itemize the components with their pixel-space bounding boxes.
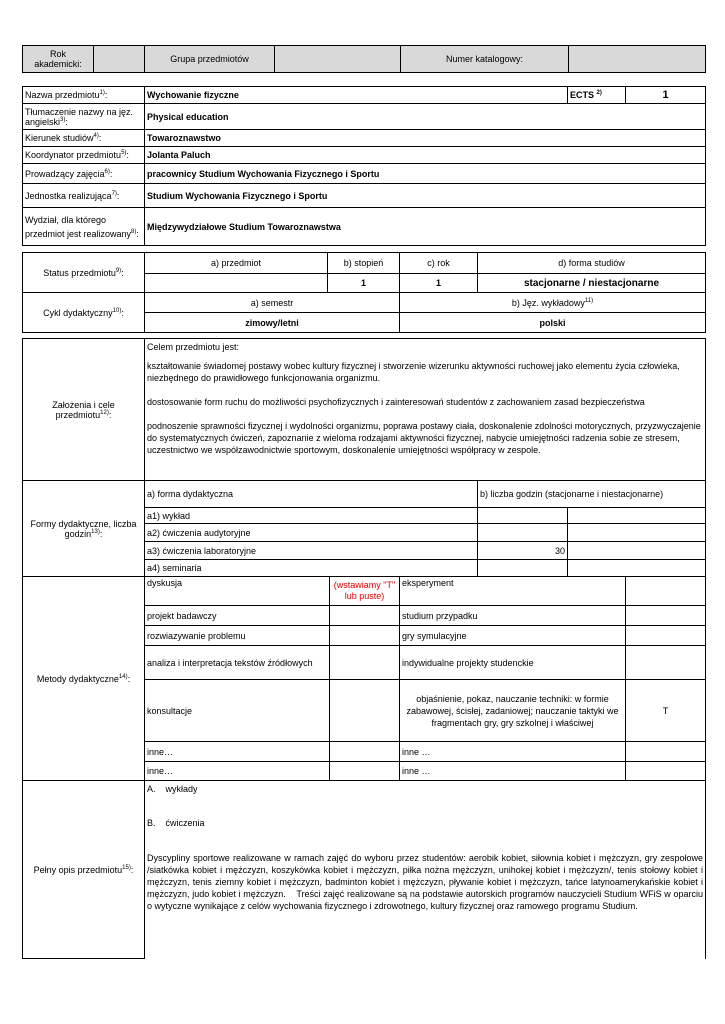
metoda-rozwiazywanie-value[interactable] [330,626,400,646]
forma-laboratoryjne-stac[interactable]: 30 [478,542,568,560]
metoda-konsultacje: konsultacje [145,680,330,742]
metody-table [22,576,706,781]
prowadzacy-value[interactable]: pracownicy Studium Wychowania Fizycznego i Sportu [145,164,706,184]
metoda-analiza-value[interactable] [330,646,400,680]
metoda-objasnienie-value[interactable]: T [626,680,706,742]
cykl-jezyk-value[interactable]: polski [400,313,706,333]
zalozenia-intro: Celem przedmiotu jest: [147,342,240,352]
metody-label: Metody dydaktyczne$^{14)}$: [23,577,145,781]
metoda-eksperyment: eksperyment [400,577,626,606]
metoda-projekty-studenckie-value[interactable] [626,646,706,680]
opis-content [145,781,706,959]
metoda-eksperyment-value[interactable] [626,577,706,606]
zalozenia-content [145,339,706,481]
tlumaczenie-label: Tłumaczenie nazwy na jęz. angielski$^{3)}$: [23,104,145,130]
zalozenia-p3: podnoszenie sprawności fizycznej i wydolności organizmu, poprawa postawy ciała, doskonalenie zdolności motorycznych, przyzwyczajenie do systematycznych ćwiczeń, zapoznanie z wieloma rodzajami aktywności fizycznej, nabycie umiejętności radzenia sobie ze stresem, uczestnictwo we współzawodnictwie sportowym, doskonalenie umiejętności współpracy w zespole. [147,421,701,455]
wydzial-value[interactable]: Międzywydziałowe Studium Towaroznawstwa [145,208,706,246]
metoda-studium-przypadku-value[interactable] [626,606,706,626]
formy-godziny-header: b) liczba godzin (stacjonarne i niestacjonarne) [478,481,706,508]
numer-katalogowy-value[interactable] [569,46,706,73]
metoda-analiza: analiza i interpretacja tekstów źródłowych [145,646,330,680]
forma-audytoryjne-niestac[interactable] [568,524,706,542]
forma-seminaria-niestac[interactable] [568,560,706,577]
status-forma-header: d) forma studiów [478,253,706,274]
forma-seminaria-stac[interactable] [478,560,568,577]
status-forma-value[interactable]: stacjonarne / niestacjonarne [478,274,706,293]
status-stopien-value[interactable]: 1 [328,274,400,293]
formy-forma-header: a) forma dydaktyczna [145,481,478,508]
forma-seminaria: a4) seminaria [145,560,478,577]
formy-table [22,480,706,577]
cykl-semestr-value[interactable]: zimowy/letni [145,313,400,333]
metoda-inne-4-value[interactable] [626,762,706,781]
opis-table [22,780,706,959]
metoda-rozwiazywanie: rozwiazywanie problemu [145,626,330,646]
status-przedmiot-header: a) przedmiot [145,253,328,274]
wydzial-label: Wydział, dla którego przedmiot jest realizowany$^{8)}$: [23,208,145,246]
tlumaczenie-value[interactable]: Physical education [145,104,706,130]
zalozenia-label: Założenia i cele przedmiotu$^{12)}$: [23,339,145,481]
zalozenia-p1: kształtowanie świadomej postawy wobec kultury fizycznej i stworzenie wizerunku aktywności ruchowej jako elementu życia człowieka, niezbędnego do prawidłowego funkcjonowania organizmu. [147,361,680,383]
metoda-inne-1-value[interactable] [330,742,400,762]
opis-wyklady: A. wykłady [147,784,198,794]
metoda-inne-1: inne… [145,742,330,762]
metoda-inne-4: inne … [400,762,626,781]
metoda-projekty-studenckie: indywidualne projekty studenckie [400,646,626,680]
ects-value[interactable]: 1 [626,87,706,104]
opis-text: Dyscypliny sportowe realizowane w ramach zajęć do wyboru przez studentów: aerobik kobiet, siłownia kobiet i mężczyzn, gry zespołowe /siatkówka kobiet i mężczyzn, koszykówka kobiet i mężczyzn, piłka nożna mężczyzn, unihokej kobiet i mężczyzn/, tenis stołowy kobiet i mężczyzn, tenis ziemny kobiet i mężczyzn, badminton kobiet i mężczyzn, pływanie kobiet i mężczyzn, tańce latynoamerykańskie kobiet i mężczyzn, judo kobiet i mężczyzn. Treści zajęć realizowane są na podstawie autorskich programów nauczycieli Studium WFiS w oparciu o wytyczne wynikające z celów wychowania fizycznego i zdrowotnego, kultury fizycznej oraz ramowego programu Studium. [147,853,706,911]
metoda-gry-symulacyjne-value[interactable] [626,626,706,646]
metoda-dyskusja: dyskusja [145,577,330,606]
metoda-projekt-badawczy-value[interactable] [330,606,400,626]
jednostka-value[interactable]: Studium Wychowania Fizycznego i Sportu [145,184,706,208]
forma-laboratoryjne: a3) ćwiczenia laboratoryjne [145,542,478,560]
header-table [22,45,706,73]
metoda-studium-przypadku: studium przypadku [400,606,626,626]
prowadzacy-label: Prowadzący zajęcia$^{6)}$: [23,164,145,184]
zalozenia-p2: dostosowanie form ruchu do możliwości psychofizycznych i zainteresowań studentów z zachowaniem zasad bezpieczeństwa [147,397,645,407]
status-przedmiot-value[interactable] [145,274,328,293]
status-label: Status przedmiotu$^{9)}$: [23,253,145,293]
status-table [22,252,706,333]
forma-wyklad-niestac[interactable] [568,508,706,524]
metoda-objasnienie: objaśnienie, pokaz, nauczanie techniki: w formie zabawowej, ścisłej, zadaniowej; nauczanie taktyki we fragmentach gry, gry szkolnej i właściwej [400,680,626,742]
formy-label: Formy dydaktyczne, liczba godzin$^{13)}$: [23,481,145,577]
ects-label: ECTS $^{2)}$ [568,87,626,104]
koordynator-label: Koordynator przedmiotu$^{5)}$: [23,147,145,164]
metoda-konsultacje-value[interactable] [330,680,400,742]
zalozenia-table [22,338,706,481]
metoda-inne-2-value[interactable] [626,742,706,762]
forma-audytoryjne: a2) ćwiczenia audytoryjne [145,524,478,542]
metoda-projekt-badawczy: projekt badawczy [145,606,330,626]
numer-katalogowy-label: Numer katalogowy: [401,46,569,73]
metoda-gry-symulacyjne: gry symulacyjne [400,626,626,646]
cykl-jezyk-header: b) Jęz. wykładowy$^{11)}$ [400,293,706,313]
metoda-inne-3-value[interactable] [330,762,400,781]
status-rok-value[interactable]: 1 [400,274,478,293]
opis-cwiczenia: B. ćwiczenia [147,818,205,828]
forma-laboratoryjne-niestac[interactable] [568,542,706,560]
nazwa-value[interactable]: Wychowanie fizyczne [145,87,568,104]
forma-wyklad-stac[interactable] [478,508,568,524]
nazwa-label: Nazwa przedmiotu$^{1)}$: [23,87,145,104]
koordynator-value[interactable]: Jolanta Paluch [145,147,706,164]
opis-label: Pełny opis przedmiotu$^{15)}$: [23,781,145,959]
grupa-przedmiotow-label: Grupa przedmiotów [145,46,275,73]
forma-audytoryjne-stac[interactable] [478,524,568,542]
rok-akademicki-label: Rok akademicki: [23,46,94,73]
status-rok-header: c) rok [400,253,478,274]
metody-note: (wstawiamy "T" lub puste) [330,577,400,606]
cykl-semestr-header: a) semestr [145,293,400,313]
metoda-inne-3: inne… [145,762,330,781]
grupa-przedmiotow-value[interactable] [275,46,401,73]
status-stopien-header: b) stopień [328,253,400,274]
cykl-label: Cykl dydaktyczny$^{10)}$: [23,293,145,333]
jednostka-label: Jednostka realizująca$^{7)}$: [23,184,145,208]
metoda-inne-2: inne … [400,742,626,762]
kierunek-label: Kierunek studiów$^{4)}$: [23,130,145,147]
forma-wyklad: a1) wykład [145,508,478,524]
kierunek-value[interactable]: Towaroznawstwo [145,130,706,147]
info-table [22,86,706,246]
rok-akademicki-value[interactable] [94,46,145,73]
